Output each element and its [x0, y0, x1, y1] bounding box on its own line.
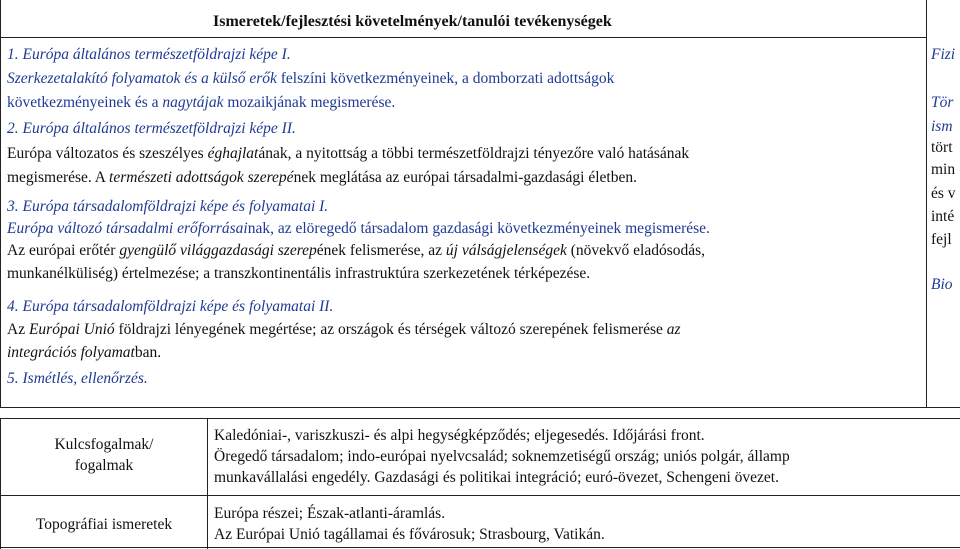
- section-4-line-1-a: Az: [7, 321, 29, 338]
- right-col-fragment-8: fejl: [931, 231, 952, 248]
- section-1-line-2: [7, 93, 395, 112]
- top-table-left-border: [0, 0, 1, 408]
- section-3-heading: 3. Európa társadalomföldrajzi képe és folyamatai I.: [7, 198, 329, 215]
- section-3-line-1-italic: Európa változó társadalmi erőforrásai: [7, 220, 248, 237]
- right-col-fragment-2: Tör: [931, 94, 954, 111]
- section-2-line-2-a: megismerése. A: [7, 169, 110, 186]
- topography-line-2: Az Európai Unió tagállamai és fővárosuk; Strasbourg, Vatikán.: [214, 526, 605, 543]
- key-concepts-label-line-2: fogalmak: [74, 457, 134, 474]
- table-header-title: Ismeretek/fejlesztési követelmények/tanulói tevékenységek: [213, 13, 612, 30]
- key-concepts-label-line-1: Kulcsfogalmak/: [54, 436, 154, 453]
- section-2-line-1-c: ának, a nyitottság a többi természetföldrajzi tényezőre való hatásának: [258, 145, 690, 162]
- top-table-header-divider: [0, 37, 926, 38]
- right-col-fragment-6: és v: [931, 185, 956, 202]
- section-3-line-2: [7, 241, 705, 260]
- section-4-line-2-rest: ban.: [134, 344, 162, 361]
- right-col-fragment-4: tört: [931, 139, 953, 156]
- section-2-line-1-italic: éghajlat: [207, 145, 259, 162]
- key-concepts-line-1: Kaledóniai-, variszkuszi- és alpi hegységképződés; eljegesedés. Időjárási front.: [214, 427, 705, 444]
- section-2-line-2-italic: természeti adottságok szerepé: [109, 169, 294, 186]
- section-1-line-2-a: következményeinek és a: [7, 94, 163, 111]
- bottom-table-top-border: [0, 418, 960, 419]
- section-1-line-1: [7, 69, 614, 88]
- section-5-heading: 5. Ismétlés, ellenőrzés.: [7, 370, 148, 387]
- section-1-heading: 1. Európa általános természetföldrajzi képe I.: [7, 46, 291, 63]
- topography-label: Topográfiai ismeretek: [35, 516, 173, 533]
- section-3-line-1-rest: nak, az elöregedő társadalom gazdasági következményeinek megismerése.: [247, 220, 710, 237]
- section-3-line-2-italic-2: új válságjelenségek: [445, 242, 567, 259]
- bottom-table-bottom-border: [0, 547, 960, 548]
- top-table-column-divider: [926, 0, 927, 408]
- section-3-line-1: [7, 219, 710, 238]
- section-1-line-1-italic: Szerkezetalakító folyamatok és a külső erők: [7, 70, 277, 87]
- section-1-line-2-italic: nagytájak: [162, 94, 224, 111]
- key-concepts-label: [1, 434, 207, 476]
- section-3-line-2-a: Az európai erőtér: [7, 242, 120, 259]
- section-3-line-2-italic-1: gyengülő világgazdasági szerep: [119, 242, 317, 259]
- section-4-line-1: [7, 320, 681, 339]
- section-4-line-2: [7, 343, 161, 362]
- section-4-line-1-italic-1: Európai Unió: [28, 321, 115, 338]
- section-4-line-1-c: földrajzi lényegének megértése; az országok és térségek változó szerepének felismerése: [114, 321, 667, 338]
- bottom-table-column-divider: [207, 418, 208, 549]
- section-2-line-2: [7, 168, 637, 187]
- right-col-fragment-5: min: [931, 161, 956, 178]
- section-2-heading: 2. Európa általános természetföldrajzi képe II.: [7, 120, 296, 137]
- key-concepts-line-2: Öregedő társadalom; indo-európai nyelvcsalád; soknemzetiségű ország; uniós polgár, államp: [214, 448, 790, 465]
- top-table-bottom-border: [0, 407, 960, 408]
- section-3-line-2-c: ének felismerése, az: [316, 242, 446, 259]
- right-col-fragment-3: ism: [931, 118, 953, 135]
- section-2-line-2-c: nek meglátása az európai társadalmi-gazdasági életben.: [293, 169, 637, 186]
- section-4-line-1-italic-2: az: [666, 321, 681, 338]
- section-2-line-1-a: Európa változatos és szeszélyes: [7, 145, 208, 162]
- key-concepts-line-3: munkavállalási engedély. Gazdasági és politikai integráció; euró-övezet, Schengeni övezet.: [214, 469, 779, 486]
- section-4-heading: 4. Európa társadalomföldrajzi képe és folyamatai II.: [7, 298, 334, 315]
- topography-line-1: Európa részei; Észak-atlanti-áramlás.: [214, 505, 446, 522]
- right-col-fragment-9: Bio: [931, 276, 953, 293]
- right-col-fragment-7: inté: [931, 208, 955, 225]
- right-col-fragment-1: Fizi: [931, 46, 956, 63]
- section-4-line-2-italic: integrációs folyamat: [7, 344, 135, 361]
- section-3-line-2-e: (növekvő eladósodás,: [566, 242, 706, 259]
- section-1-line-2-c: mozaikjának megismerése.: [223, 94, 396, 111]
- section-3-line-3: munkanélküliség) értelmezése; a transzkontinentális infrastruktúra szerkezetének térképezése.: [7, 265, 591, 282]
- bottom-table-row-divider: [0, 495, 960, 496]
- section-1-line-1-rest: felszíni következményeinek, a domborzati adottságok: [276, 70, 615, 87]
- section-2-line-1: [7, 144, 689, 163]
